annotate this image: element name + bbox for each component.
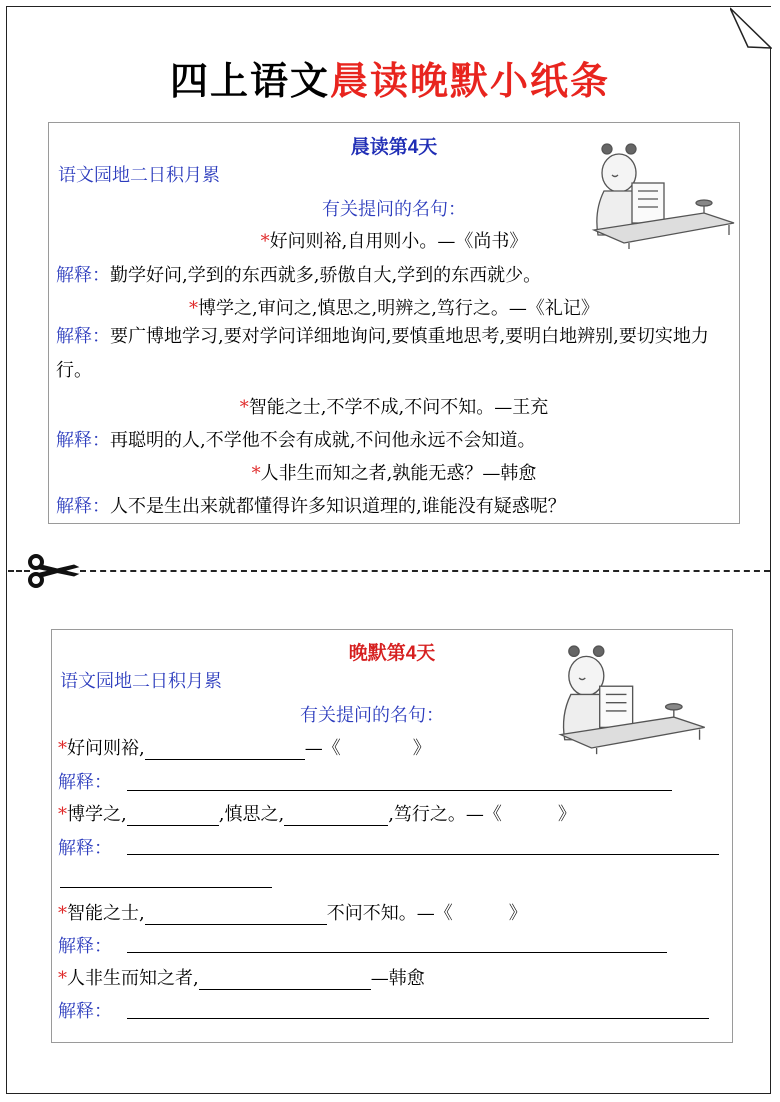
explain-label: 解释： xyxy=(58,838,112,859)
evening-card xyxy=(51,629,733,1043)
answer-line[interactable] xyxy=(127,854,719,855)
explain-label: 解释： xyxy=(58,772,112,793)
quote-2: *博学之,审问之,慎思之,明辨之,笃行之。—《礼记》 xyxy=(189,298,599,319)
answer-blank[interactable] xyxy=(145,906,327,925)
answer-line[interactable] xyxy=(127,952,667,953)
quote-4: *人非生而知之者,孰能无惑？—韩愈 xyxy=(251,463,537,484)
evening-heading: 晚默第4天 xyxy=(348,643,436,664)
dictation-1: *好问则裕, —《 》 xyxy=(58,738,431,759)
title-black: 四上语文 xyxy=(169,59,330,103)
explain-2: 解释：要广博地学习,要对学问详细地询问,要慎重地思考,要明白地辨别,要切实地力行。 xyxy=(56,326,709,381)
answer-line[interactable] xyxy=(60,887,272,888)
quote-3: *智能之士,不学不成,不问不知。—王充 xyxy=(239,397,549,418)
answer-line[interactable] xyxy=(127,1018,709,1019)
dictation-3: *智能之士, 不问不知。—《 》 xyxy=(58,903,527,924)
explain-label: 解释： xyxy=(58,936,112,957)
morning-card xyxy=(48,122,740,524)
answer-blank[interactable] xyxy=(145,741,305,760)
title-red: 晨读晚默小纸条 xyxy=(330,59,611,103)
dictation-2: *博学之, ,慎思之, ,笃行之。—《 》 xyxy=(58,804,576,825)
reading-boy-illustration xyxy=(540,636,715,756)
morning-heading: 晨读第4天 xyxy=(350,137,438,158)
answer-line[interactable] xyxy=(127,790,672,791)
evening-section: 语文园地二日积月累 xyxy=(60,671,222,692)
explain-1: 解释：勤学好问,学到的东西就多,骄傲自大,学到的东西就少。 xyxy=(56,265,542,286)
answer-blank[interactable] xyxy=(199,971,371,990)
explain-4: 解释：人不是生出来就都懂得许多知识道理的,谁能没有疑惑呢？ xyxy=(56,496,566,517)
evening-subheading: 有关提问的名句： xyxy=(300,705,444,726)
scissors-icon xyxy=(26,554,80,588)
answer-blank[interactable] xyxy=(284,807,388,826)
morning-subheading: 有关提问的名句： xyxy=(322,199,466,220)
page-title xyxy=(0,50,780,105)
answer-blank[interactable] xyxy=(127,807,219,826)
explain-3: 解释：再聪明的人,不学他不会有成就,不问他永远不会知道。 xyxy=(56,430,536,451)
explain-label: 解释： xyxy=(58,1001,112,1022)
morning-section: 语文园地二日积月累 xyxy=(58,165,220,186)
cut-line xyxy=(80,570,770,572)
page-fold-icon xyxy=(730,7,772,49)
dictation-4: *人非生而知之者, —韩愈 xyxy=(58,968,425,989)
quote-1: *好问则裕,自用则小。—《尚书》 xyxy=(260,231,528,252)
